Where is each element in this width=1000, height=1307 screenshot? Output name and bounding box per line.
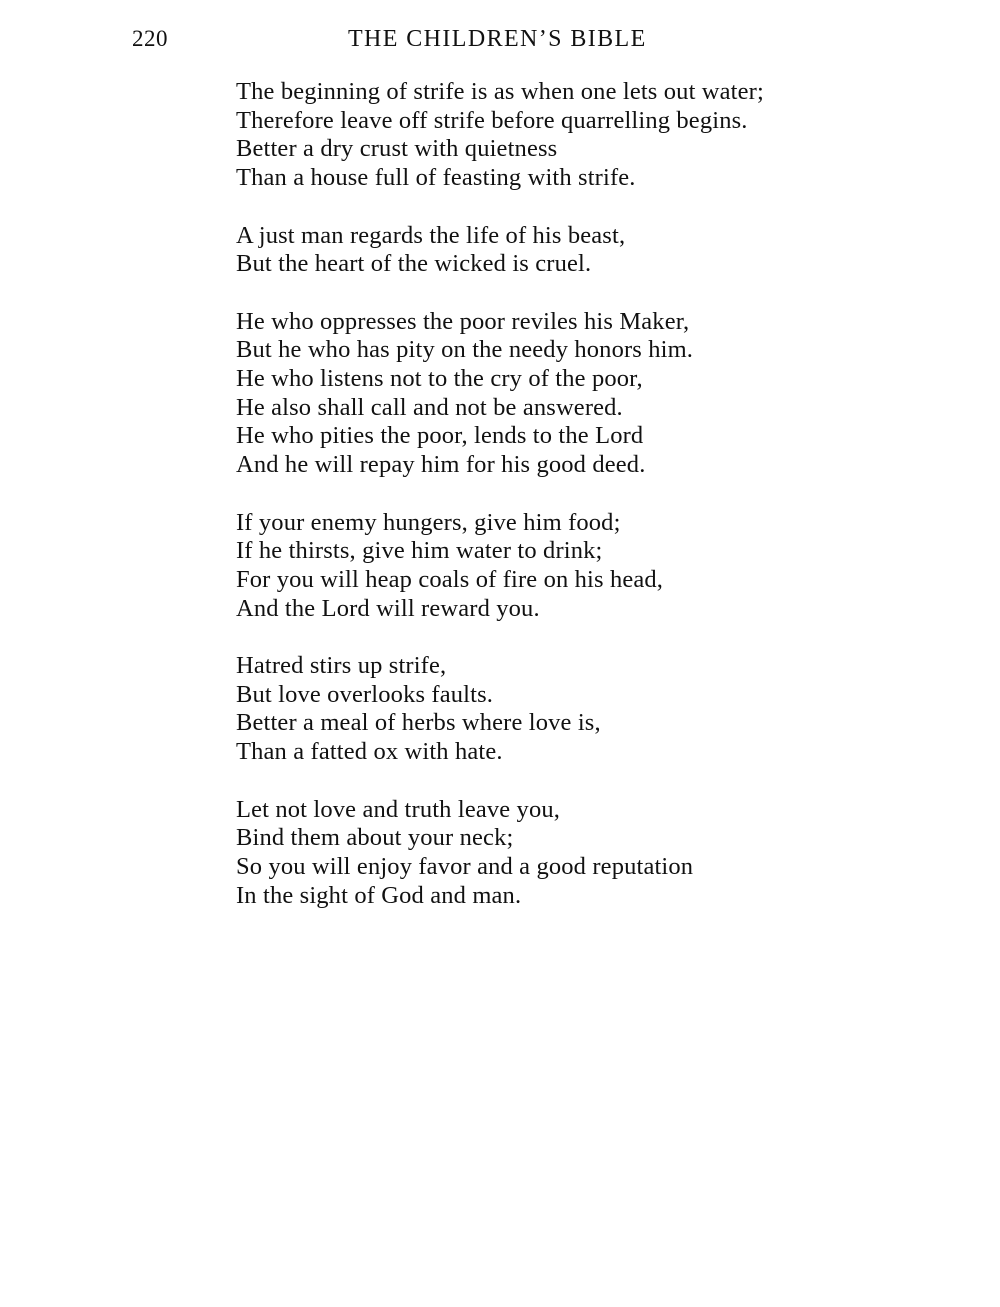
- verse-line: Better a dry crust with quietness: [236, 135, 558, 163]
- verse-line: He who oppresses the poor reviles his Maker,: [236, 307, 690, 335]
- stanza: [236, 222, 956, 279]
- verse-line: For you will heap coals of fire on his head,: [236, 565, 664, 593]
- poem-body: [236, 78, 956, 939]
- verse-line: Hatred stirs up strife,: [236, 652, 447, 679]
- verse-line: The beginning of strife is as when one lets out water;: [236, 78, 764, 105]
- verse-line: He who pities the poor, lends to the Lord: [236, 422, 644, 450]
- verse-line: But love overlooks faults.: [236, 680, 494, 708]
- stanza: [236, 308, 956, 480]
- verse-line: And the Lord will reward you.: [236, 594, 540, 622]
- stanza: [236, 78, 956, 193]
- verse-line: He also shall call and not be answered.: [236, 393, 623, 421]
- verse-line: If he thirsts, give him water to drink;: [236, 537, 603, 565]
- verse-line: Let not love and truth leave you,: [236, 795, 561, 823]
- stanza: [236, 652, 956, 767]
- book-title: THE CHILDREN’S BIBLE: [348, 26, 647, 52]
- running-head: [0, 26, 1000, 60]
- verse-line: A just man regards the life of his beast,: [236, 221, 626, 249]
- verse-line: He who listens not to the cry of the poor,: [236, 365, 643, 392]
- stanza: [236, 509, 956, 624]
- verse-line: But he who has pity on the needy honors him.: [236, 336, 694, 364]
- stanza: [236, 796, 956, 911]
- verse-line: So you will enjoy favor and a good reputation: [236, 852, 694, 880]
- verse-line: Than a fatted ox with hate.: [236, 738, 503, 766]
- page-number: 220: [132, 26, 168, 51]
- verse-line: In the sight of God and man.: [236, 881, 522, 909]
- verse-line: But the heart of the wicked is cruel.: [236, 250, 592, 278]
- verse-line: If your enemy hungers, give him food;: [236, 508, 621, 536]
- verse-line: Than a house full of feasting with strife.: [236, 164, 636, 192]
- verse-line: Therefore leave off strife before quarrelling begins.: [236, 106, 748, 134]
- verse-line: Bind them about your neck;: [236, 824, 514, 852]
- verse-line: Better a meal of herbs where love is,: [236, 709, 601, 737]
- verse-line: And he will repay him for his good deed.: [236, 451, 646, 479]
